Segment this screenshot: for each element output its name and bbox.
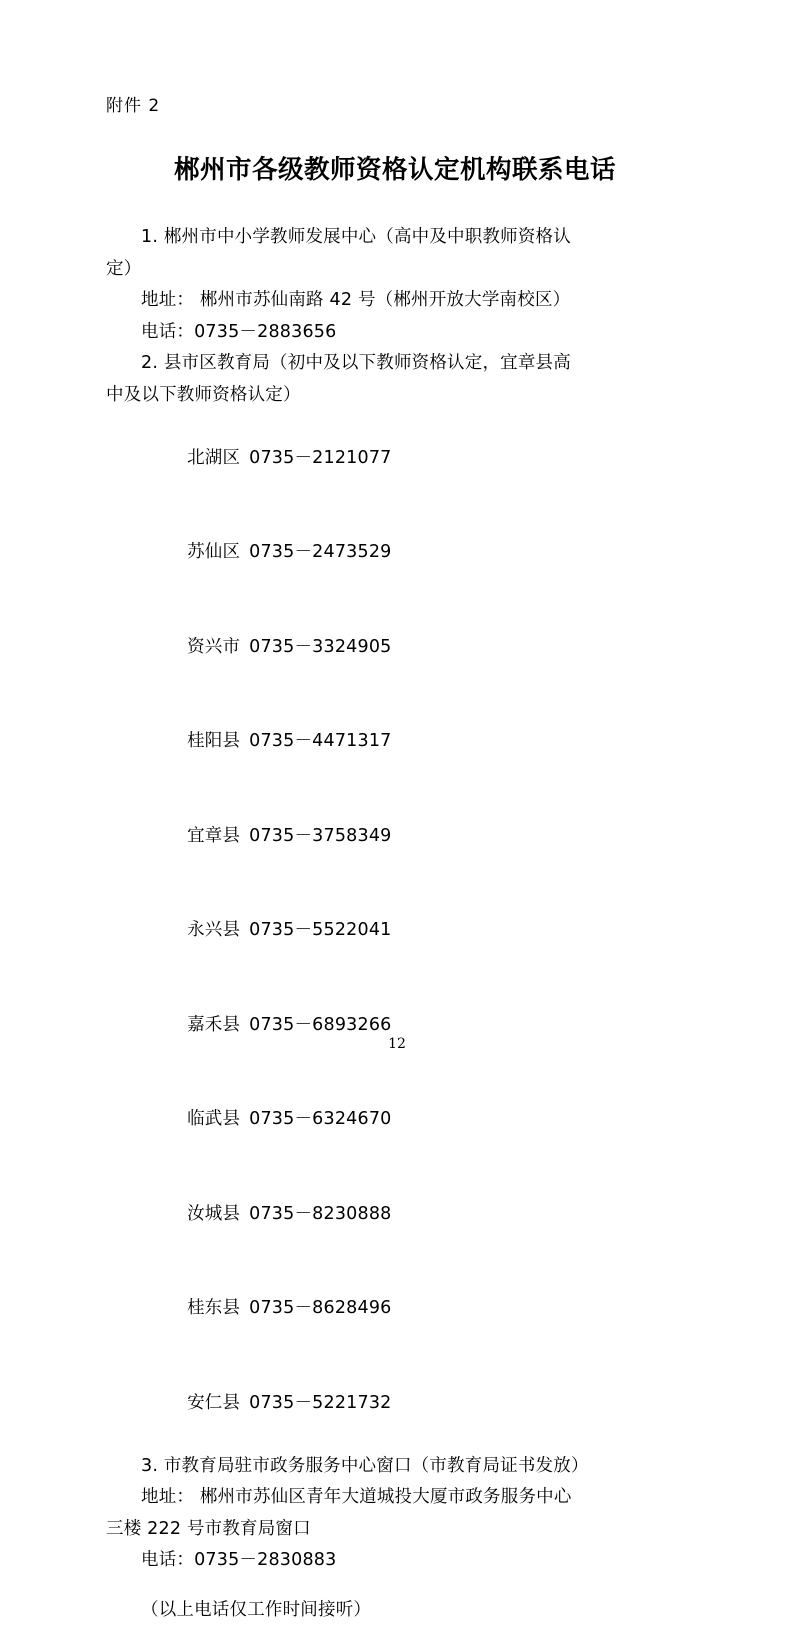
list-item [141,978,684,1073]
county-name: 安仁县 [187,1392,241,1413]
county-phone: 0735－6893266 [249,1014,392,1035]
section-3-phone: 电话：0735－2830883 [141,1550,337,1571]
section-3-address: 地址： 郴州市苏仙区青年大道城投大厦市政务服务中心 [141,1487,572,1508]
county-phone: 0735－5221732 [249,1392,392,1413]
county-name: 宜章县 [187,825,241,846]
section-2 [106,348,684,1451]
page-number: 12 [388,1036,406,1052]
county-name: 桂阳县 [187,731,241,752]
county-name: 北湖区 [187,447,241,468]
county-name: 永兴县 [187,920,241,941]
section-3-heading: 3. 市教育局驻市政务服务中心窗口（市教育局证书发放） [141,1455,589,1476]
county-name: 资兴市 [187,636,241,657]
section-1-heading: 1. 郴州市中小学教师发展中心（高中及中职教师资格认 [141,227,571,248]
county-name: 汝城县 [187,1203,241,1224]
section-1-heading-continuation: 定） [106,258,142,279]
list-item [141,411,684,506]
county-phone: 0735－3324905 [249,636,392,657]
county-phone: 0735－4471317 [249,731,392,752]
county-phone: 0735－8230888 [249,1203,392,1224]
list-item [141,1356,684,1451]
county-name: 临武县 [187,1109,241,1130]
county-phone: 0735－8628496 [249,1298,392,1319]
section-3 [106,1451,684,1577]
county-phone: 0735－2121077 [249,447,392,468]
list-item [141,884,684,979]
attachment-label: 附件 2 [106,96,161,116]
section-1 [106,222,684,348]
list-item [141,600,684,695]
closing-note: （以上电话仅工作时间接听） [141,1599,372,1620]
page-title: 郴州市各级教师资格认定机构联系电话 [173,154,616,185]
list-item [141,1262,684,1357]
county-phone: 0735－5522041 [249,920,392,941]
section-2-heading: 2. 县市区教育局（初中及以下教师资格认定，宜章县高 [141,353,571,374]
section-1-phone: 电话：0735－2883656 [141,321,337,342]
list-item [141,789,684,884]
list-item [141,1073,684,1168]
section-3-address-continuation: 三楼 222 号市教育局窗口 [106,1518,311,1539]
county-name: 苏仙区 [187,542,241,563]
county-name: 嘉禾县 [187,1014,241,1035]
list-item [141,506,684,601]
list-item [141,1167,684,1262]
section-1-address: 地址： 郴州市苏仙南路 42 号（郴州开放大学南校区） [141,290,571,311]
county-phone: 0735－3758349 [249,825,392,846]
county-phone: 0735－2473529 [249,542,392,563]
county-name: 桂东县 [187,1298,241,1319]
list-item [141,695,684,790]
section-2-heading-continuation: 中及以下教师资格认定） [106,384,301,405]
county-phone-list [106,411,684,1451]
county-phone: 0735－6324670 [249,1109,392,1130]
